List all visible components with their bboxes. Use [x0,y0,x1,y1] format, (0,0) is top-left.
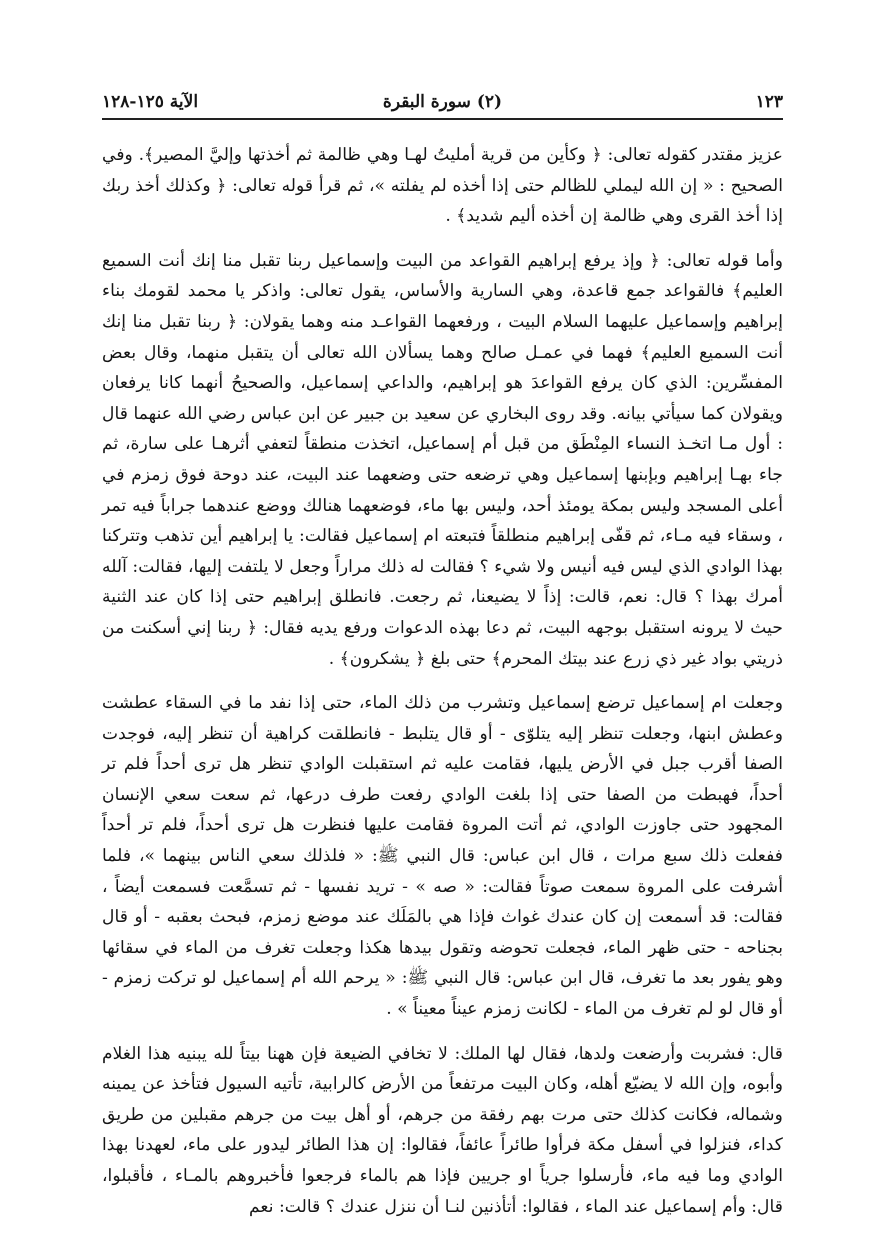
surah-name: (٢) سورة البقرة [382,92,503,112]
paragraph-3: وجعلت ام إسماعيل ترضع إسماعيل وتشرب من ذلك الماء، حتى إذا نفد ما في السقاء عطشت وعطش ابنها، وجعلت تنظر إليه يتلوّى - أو قال يتلبط - فانطلقت كراهية أن تنظر إليه، فوجدت الصفا أقرب جبل في الأرض يليها، فقامت عليه ثم استقبلت الوادي تنظر هل ترى أحداً فلم تر أحداً، فهبطت من الصفا حتى إذا بلغت الوادي رفعت طرف درعها، ثم سعت سعي الإنسان المجهود حتى جاوزت الوادي، ثم أتت المروة فقامت عليها فنظرت هل ترى أحداً، فلم تر أحداً ففعلت ذلك سبع مرات ، قال ابن عباس: قال النبي ﷺ: « فلذلك سعي الناس بينهما »، فلما أشرفت على المروة سمعت صوتاً فقالت: « صه » - تريد نفسها - ثم تسمَّعت فسمعت أيضاً ، فقالت: قد أسمعت إن كان عندك غواث فإذا هي بالمَلَك عند موضع زمزم، فبحث بعقبه - أو قال بجناحه - حتى ظهر الماء، فجعلت تحوضه وتقول بيدها هكذا وجعلت تغرف من الماء في سقائها وهو يفور بعد ما تغرف، قال ابن عباس: قال النبي ﷺ: « يرحم الله أم إسماعيل لو تركت زمزم - أو قال لو لم تغرف من الماء - لكانت زمزم عيناً معيناً » . [102,693,784,1020]
page-body [102,140,783,1222]
paragraph-gap [102,232,783,246]
running-header [102,88,783,120]
paragraph-gap [102,674,783,688]
verse-range: الآية ١٢٥-١٢٨ [102,92,199,112]
paragraph-1: عزيز مقتدر كقوله تعالى: ﴿ وكأين من قرية أمليتُ لهـا وهي ظالمة ثم أخذتها وإليَّ المصير﴾. وفي الصحيح : « إن الله ليملي للظالم حتى إذا أخذه لم يفلته »، ثم قرأ قوله تعالى: ﴿ وكذلك أخذ ربك إذا أخذ القرى وهي ظالمة إن أخذه أليم شديد﴾ . [102,145,783,227]
paragraph-4: قال: فشربت وأرضعت ولدها، فقال لها الملك: لا تخافي الضيعة فإن ههنا بيتاً لله يبنيه هذا الغلام وأبوه، وإن الله لا يضيّع أهله، وكان البيت مرتفعاً من الأرض كالرابية، تأتيه السيول فتأخذ عن يمينه وشماله، فكانت كذلك حتى مرت بهم رفقة من جرهم، أو أهل بيت من جرهم مقبلين من طريق كداء، فنزلوا في أسفل مكة فرأوا طائراً عائفاً، فقالوا: إن هذا الطائر ليدور على ماء، لعهدنا بهذا الوادي وما فيه ماء، فأرسلوا جرياً او جريين فإذا هم بالماء فرجعوا فأخبروهم بالمـاء ، فأقبلوا، قال: وأم إسماعيل عند الماء ، فقالوا: أتأذنين لنـا أن ننزل عندك ؟ قالت: نعم [102,1043,783,1217]
paragraph-2: وأما قوله تعالى: ﴿ وإذ يرفع إبراهيم القواعد من البيت وإسماعيل ربنا تقبل منا إنك أنت السميع العليم﴾ فالقواعد جمع قاعدة، وهي السارية والأساس، يقول تعالى: واذكر يا محمد لقومك بناء إبراهيم وإسماعيل عليهما السلام البيت ، ورفعهما القواعـد منه وهما يقولان: ﴿ ربنا تقبل منا إنك أنت السميع العليم﴾ فهما في عمـل صالح وهما يسألان الله تعالى أن يتقبل منهما، وقال بعض المفسِّرين: الذي كان يرفع القواعدَ هو إبراهيم، والداعي إسماعيل، والصحيحُ أنهما كانا يرفعان ويقولان كما سيأتي بيانه. وقد روى البخاري عن سعيد بن جبير عن ابن عباس رضي الله عنهما قال : أول مـا اتخـذ النساء المِنْطَق من قبل أم إسماعيل، اتخذت منطقاً لتعفي أثرهـا على سارة، ثم جاء بهـا إبراهيم وبإبنها إسماعيل وهي ترضعه حتى وضعهما عند البيت، عند دوحة فوق زمزم في أعلى المسجد وليس بمكة يومئذ أحد، وليس بها ماء، فوضعهما هنالك ووضع عندهما جراباً فيه تمر ، وسقاء فيه مـاء، ثم قفّى إبراهيم منطلقاً فتبعته ام إسماعيل فقالت: يا إبراهيم أين تذهب وتتركنا بهذا الوادي الذي ليس فيه أنيس ولا شيء ؟ فقالت له ذلك مراراً وجعل لا يلتفت إليها، فقالت: آلله أمرك بهذا ؟ قال: نعم، قالت: إذاً لا يضيعنا، ثم رجعت. فانطلق إبراهيم حتى إذا كان عند الثنية حيث لا يرونه استقبل بوجهه البيت، ثم دعا بهذه الدعوات ورفع يديه فقال: ﴿ ربنا إني أسكنت من ذريتي بواد غير ذي زرع عند بيتك المحرم﴾ حتى بلغ ﴿ يشكرون﴾ . [102,250,783,669]
page-number: ١٢٣ [755,92,783,112]
paragraph-gap [102,1025,783,1039]
